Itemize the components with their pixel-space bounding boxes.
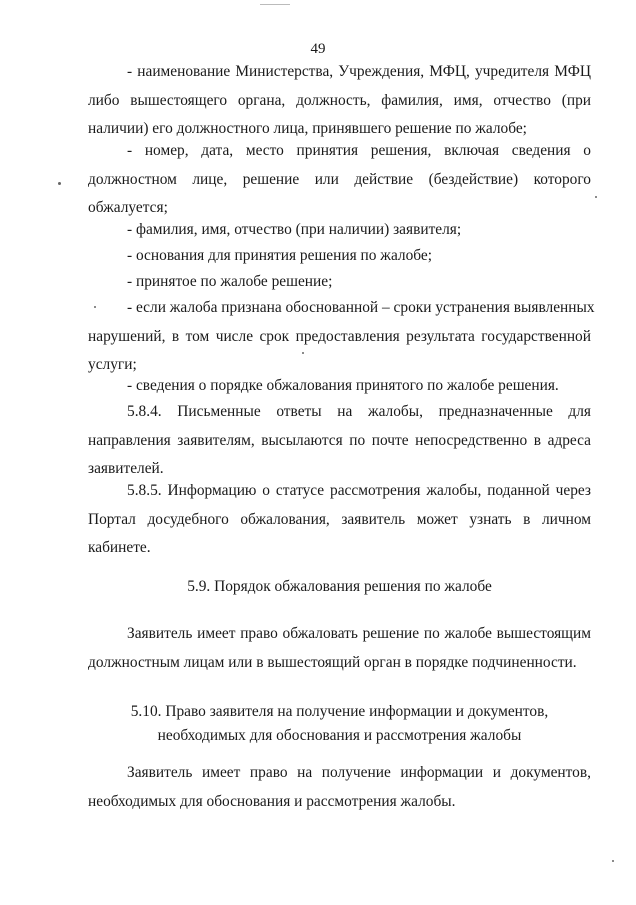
scan-speck <box>612 860 614 862</box>
paragraph-line: заявителей. <box>88 460 164 478</box>
paragraph-5-9 <box>88 620 591 677</box>
list-item <box>88 242 591 271</box>
list-item-line: - номер, дата, место принятия решения, включая сведения о <box>127 142 591 159</box>
paragraph-line: Портал досудебного обжалования, заявитель может узнать в личном <box>88 510 591 528</box>
list-item <box>88 216 591 245</box>
scan-speck <box>302 352 304 354</box>
list-item-line: обжалуется; <box>88 199 168 217</box>
paragraph-line: должностным лицам или в вышестоящий орган в порядке подчиненности. <box>88 653 577 671</box>
scan-speck <box>595 196 597 198</box>
paragraph-5-8-4 <box>88 398 591 484</box>
paragraph-line: Заявитель имеет право на получение информации и документов, <box>127 764 591 781</box>
paragraph-line: кабинете. <box>88 539 151 557</box>
list-item-line: - наименование Министерства, Учреждения, МФЦ, учредителя МФЦ <box>127 63 591 80</box>
list-item <box>88 372 591 401</box>
list-item <box>88 294 595 380</box>
paragraph-5-8-5 <box>88 477 591 563</box>
list-item-line: - сведения о порядке обжалования принятого по жалобе решения. <box>127 377 559 394</box>
heading-line: 5.10. Право заявителя на получение информации и документов, <box>130 703 549 720</box>
heading-line: 5.9. Порядок обжалования решения по жалобе <box>187 578 492 595</box>
scan-speck <box>94 306 96 308</box>
list-item <box>88 268 591 297</box>
list-item-line: - принятое по жалобе решение; <box>127 273 333 290</box>
list-item <box>88 58 591 144</box>
page-number: 49 <box>310 41 326 57</box>
list-item-line: либо вышестоящего органа, должность, фамилия, имя, отчество (при <box>88 91 591 109</box>
scan-speck <box>58 182 61 185</box>
list-item <box>88 137 591 223</box>
paragraph-line: Заявитель имеет право обжаловать решение по жалобе вышестоящим <box>127 625 591 642</box>
list-item-line: наличии) его должностного лица, принявшего решение по жалобе; <box>88 120 527 138</box>
list-item-line: - фамилия, имя, отчество (при наличии) заявителя; <box>127 221 462 238</box>
section-heading-5-10 <box>88 700 591 748</box>
paragraph-line: направления заявителям, высылаются по почте непосредственно в адреса <box>88 431 591 449</box>
scan-speck <box>260 4 290 5</box>
paragraph-line: необходимых для обоснования и рассмотрения жалобы. <box>88 792 456 810</box>
section-heading-5-9 <box>88 575 591 599</box>
list-item-line: нарушений, в том числе срок предоставления результата государственной <box>88 327 591 345</box>
paragraph-line: 5.8.4. Письменные ответы на жалобы, предназначенные для <box>127 403 591 420</box>
heading-line: необходимых для обоснования и рассмотрения жалобы <box>157 727 522 744</box>
paragraph-5-10 <box>88 759 591 816</box>
paragraph-line: 5.8.5. Информацию о статусе рассмотрения жалобы, поданной через <box>127 482 591 499</box>
list-item-line: - если жалоба признана обоснованной – сроки устранения выявленных <box>127 299 595 316</box>
list-item-line: - основания для принятия решения по жалобе; <box>127 247 433 264</box>
list-item-line: должностном лице, решение или действие (бездействие) которого <box>88 170 591 188</box>
list-item-line: услуги; <box>88 356 137 374</box>
